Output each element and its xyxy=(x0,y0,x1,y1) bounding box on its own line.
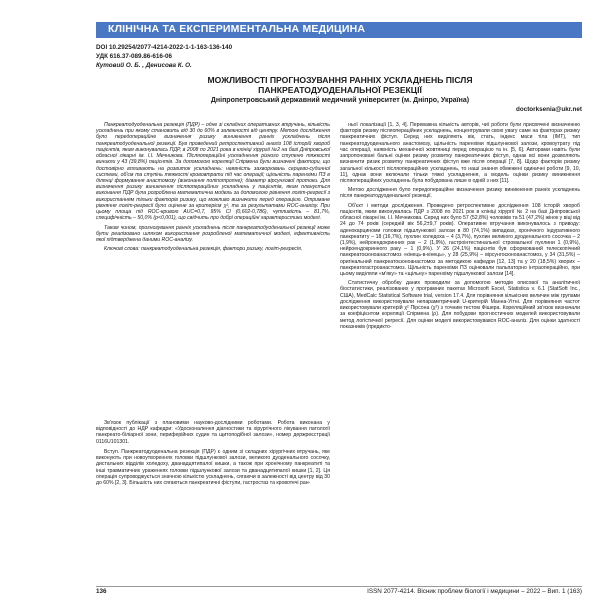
body-paragraph: Статистичну обробку даних проводили за допомогою методів описової та аналітичної біостатистики, реалізованих у програмних пакетах Microsoft Excel, Statistica v. 6.1 (StatSoft Inc., США), MedCalc Statistical Software trial, version 17.4. Для порівняння кількісних величин між групами дослідження використовували непараметричний U-критерій Манна-Уітні. Для порівняння частот використовували критерій χ² Пірсона (χ²) з точним тестом Фішера. Кореляційний зв'язок визначали за коефіцієнтом кореляції Спірмена (ρ). Для побудови прогностичних моделей використовували метод логістичної регресії. Для оцінки моделі використовувався ROC-аналіз. Для оцінки здатності показників (предикто- xyxy=(340,280,580,330)
abstract-paragraph: Панкреатодуоденальна резекція (ПДР) – одне зі складних оперативних втручань, кількість ускладнень при якому становить від 30 до 60% в залежності від центру. Метою дослідження було передопераційне визначення ризику виникнення ранніх ускладнень після панкреатодуоденальної резекції. Був проведений ретроспективний аналіз 108 історій хвороб пацієнтів, яким виконувалась ПДР, в 2008 по 2021 рока в клініці хірургії №2 на базі Дніпровської обласної лікарні ім. І.І. Мечникова. Післяопераційні ускладнення різного ступеню тяжкості виникли у 43 (39,8%) пацієнтів. За допомогою кореляції Спірмена були визначені фактори, що достовірно впливають на розвиток ускладнень: наявність захворювань серцево-судинної системи, об'єм та ступінь тяжкості крововтрати під час операції; щільність паренхіми ПЗ в ділянці формування анастомозу (виконання поліпотропне); діаметр вірсунгової протоки. Для визначення ризику виникнення післяопераційних ускладнень у пацієнтів, яким планується виконання ПДР була розроблена математична модель за допомогою рівняння логіт-регресії з використанням тільки факторів ризику, що можливо визначити перед операцією. Отримане рівняння логіт-регресії було оцінене за критерієм χ², та за результатами ROC-аналізу. При цьому площа під ROC-кривою AUC=0,7, 95% CI (0,602-0,786), чутливість – 81,7%, специфічність – 50,0% (р<0,001), що свідчить про добрі операційні характеристики моделі. xyxy=(96,122,330,222)
article-title-line1: МОЖЛИВОСТІ ПРОГНОЗУВАННЯ РАННІХ УСКЛАДНЕНЬ ПІСЛЯ xyxy=(207,75,473,85)
left-body-column xyxy=(96,420,330,486)
body-paragraph: Вступ. Панкреатодуоденальна резекція (ПДР) є одним зі складних хірургічних втручань, яке виконують при новоутвореннях головки підшлункової залози, великого дуоденального сосочку, дистальних відділів холедоху, дванадцятипалої кишки, а також при хронічному панкреатиті та інші травматичних ураженнях головки підшлункової залози та дванадцятипалої кишки [1, 2]. Ця операція супроводжується значною кількістю ускладнень, сягаючи в залежності від центру від 30 до 60% [2, 3]. Більшість них сягаються панкреатичні фістули, гастростаз та кровотечі ран- xyxy=(96,448,330,486)
keywords: Ключові слова: панкреатодуоденальна резекція, фактори ризику, логіт-регресія. xyxy=(104,246,303,253)
body-paragraph: ньої локалізації [1, 3, 4]. Переважна кількість авторів, чиї роботи були присвячені визначенню факторів ризику післяопераційних ускладнень, концентрували свою увагу саме на факторах ризику панкреатичних фістул. Серед них виділяють вік, стать, індекс маси тіла (ІМТ), тип панкреатодуоденального анастомозу, щільність паренхіми підшлункової залози, кровоутрату під час операції, наявність механічної жовтяниці перед операцією та ін. [5, 6]. Авторами навіть були запропоновані бальні оцінки ризику розвитку панкреатичних фістул, однак всі вони дозволяють визначити ризик розвитку панкреатичних фістул вже після операції [7, 8]. Щодо факторів ризику загальної кількості післяопераційних ускладнень, то наші знання обмежені одиничні роботи [9, 10, 11], однак вони включали тільки тяжкі ускладнення, а модель оцінки ризику виникнення післяопераційних ускладнень була побудована лише в одній з них [11]. xyxy=(340,122,580,184)
doi-line: DOI 10.29254/2077-4214-2022-1-1-163-136-140 xyxy=(96,44,233,51)
page-number: 136 xyxy=(96,588,107,595)
affiliation: Дніпропетровський державний медичний університет (м. Дніпро, Україна) xyxy=(210,97,470,104)
body-paragraph: Метою дослідження було передопераційне визначення ризику виникнення ранніх ускладнень після панкреатодуоденальної резекції. xyxy=(340,187,580,200)
section-title: КЛІНІЧНА ТА ЕКСПЕРИМЕНТАЛЬНА МЕДИЦИНА xyxy=(108,23,366,35)
abstract-paragraph: Таким чином, прогнозування ранніх ускладнень після панкреатодуоденальної резекції може бути реалізовано шляхом використання розробленої математичної моделі, ефективність якої підтверджена даними ROC-аналізу. xyxy=(96,224,330,243)
abstract-column xyxy=(96,122,330,252)
udc-line: УДК 616.37-089.86-616-06 xyxy=(96,53,172,60)
article-title xyxy=(100,75,580,95)
footer-divider xyxy=(96,586,582,587)
author-email: doctorksenia@ukr.net xyxy=(516,106,582,113)
right-body-column xyxy=(340,122,580,330)
body-paragraph: Об'єкт і методи дослідження. Проведено ретроспективне дослідження 108 історій хвороб пацієнтів, яким виконувалась ПДР з 2008 по 2021 рок в клініці хірургії № 2 на базі Дніпровської обласної лікарні ім. І.І. Мечникова. Серед них було 57 (52,8%) чоловіків та 51 (47,2%) жінок у віці від 24 до 74 років (середній вік 56,2±9,7 років). Оперативне втручання виконувалось з приводу: аденокарциноми головки підшлункової залози в 80 (74,1%) випадках, хронічного індуративного панкреатиту – 18 (16,7%), пухлин холедоха – 4 (3,7%), пухлин великого дуоденального сосочка – 2 (1,9%), нейроендокринних рак – 2 (1,9%), гастроінтестинальної стромальної пухлини 1 (0,9%), нейроендокринного раку – 1 (0,9%). У 26 (24,1%) пацієнтів був сформований телескопічний панкреатоєюноанастомоз «кінець-в-кінець», у 28 (25,9%) – вірсунгоєюноанастомоз, у 34 (31,5%) – оригінальний панкреатоєюноанастомоз за методикою кафедри [12, 13] та у 20 (18,5%) хворих – панкреатогастроанастомоз. Щільність паренхіми ПЗ оцінювали пальпаторно інтраопераційно, при цьому виділяли «м'яку» та «щільну» паренхіму підшлункової залози [14]. xyxy=(340,202,580,278)
journal-citation: ISSN 2077-4214. Вісник проблем біології і медицини – 2022 – Вип. 1 (163) xyxy=(367,588,582,595)
article-title-line2: ПАНКРЕАТОДУОДЕНАЛЬНОЇ РЕЗЕКЦІЇ xyxy=(258,85,422,95)
body-paragraph: Зв'язок публікації з плановими науково-дослідними роботами. Робота виконана у відповідності до НДР кафедри: «Удосконалення діагностики та хірургічного лікування патології панкреато-біліарної зони, периферійних судин та щитоподібної залози», номер держреєстрації 0116U101301. xyxy=(96,420,330,445)
authors-line: Кутовий О. Б. , Денисова К. О. xyxy=(96,62,192,69)
